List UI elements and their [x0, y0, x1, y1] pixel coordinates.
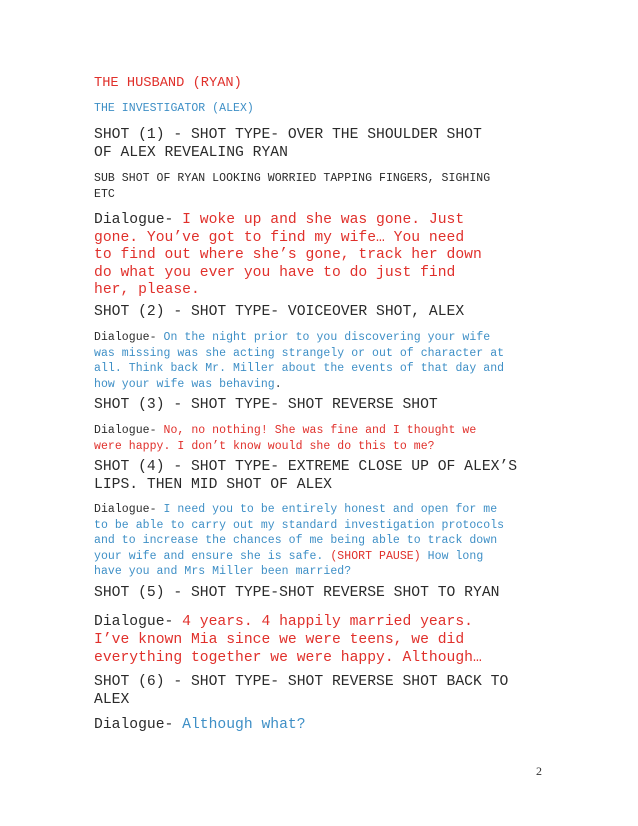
shot-2-heading: SHOT (2) - SHOT TYPE- VOICEOVER SHOT, ALEX	[94, 304, 465, 320]
shot-3-dialogue	[94, 423, 476, 454]
shot-1-heading: SHOT (1) - SHOT TYPE- OVER THE SHOULDER SHOT OF ALEX REVEALING RYAN	[94, 127, 482, 161]
dialogue-text-continued: How long have you and Mrs Miller been married?	[94, 549, 484, 578]
shot-5-dialogue	[94, 614, 482, 667]
shot-4-dialogue	[94, 502, 504, 580]
dialogue-label: Dialogue-	[94, 503, 164, 516]
shot-6-dialogue	[94, 717, 306, 735]
dialogue-text: I woke up and she was gone. Just gone. You’ve got to find my wife… You need to find out where she’s gone, track her down do what you ever you have to do just find her, please.	[94, 212, 482, 299]
page-number: 2	[536, 764, 542, 778]
dialogue-text: 4 years. 4 happily married years. I’ve known Mia since we were teens, we did everything together we were happy. Although…	[94, 614, 482, 666]
dialogue-text: Although what?	[182, 717, 306, 733]
dialogue-text: No, no nothing! She was fine and I thought we were happy. I don’t know would she do this to me?	[94, 424, 477, 453]
shot-1-dialogue	[94, 212, 482, 300]
stage-direction: (SHORT PAUSE)	[330, 549, 421, 563]
shot-1-sub-shot: SUB SHOT OF RYAN LOOKING WORRIED TAPPING FINGERS, SIGHING ETC	[94, 172, 491, 201]
dialogue-text: On the night prior to you discovering your wife was missing was she acting strangely or out of character at all. Think back Mr. Miller about the events of that day and how your wife was behaving	[94, 331, 505, 391]
shot-3-heading: SHOT (3) - SHOT TYPE- SHOT REVERSE SHOT	[94, 397, 438, 413]
dialogue-label: Dialogue-	[94, 212, 183, 228]
shot-2-dialogue	[94, 330, 504, 392]
shot-6-heading: SHOT (6) - SHOT TYPE- SHOT REVERSE SHOT BACK TO ALEX	[94, 674, 509, 708]
dialogue-label: Dialogue-	[94, 424, 164, 437]
character-husband: THE HUSBAND (RYAN)	[94, 76, 242, 91]
dialogue-label: Dialogue-	[94, 717, 183, 733]
dialogue-label: Dialogue-	[94, 614, 183, 630]
shot-4-heading: SHOT (4) - SHOT TYPE- EXTREME CLOSE UP OF ALEX’S LIPS. THEN MID SHOT OF ALEX	[94, 459, 518, 493]
shot-5-heading: SHOT (5) - SHOT TYPE-SHOT REVERSE SHOT TO RYAN	[94, 585, 500, 601]
dialogue-end-punct: .	[274, 377, 282, 391]
dialogue-text: I need you to be entirely honest and open for me to be able to carry out my standard investigation protocols and to increase the chances of me being able to track down your wife and ensure she is safe.	[94, 503, 505, 563]
character-investigator: THE INVESTIGATOR (ALEX)	[94, 102, 254, 115]
dialogue-label: Dialogue-	[94, 331, 164, 344]
